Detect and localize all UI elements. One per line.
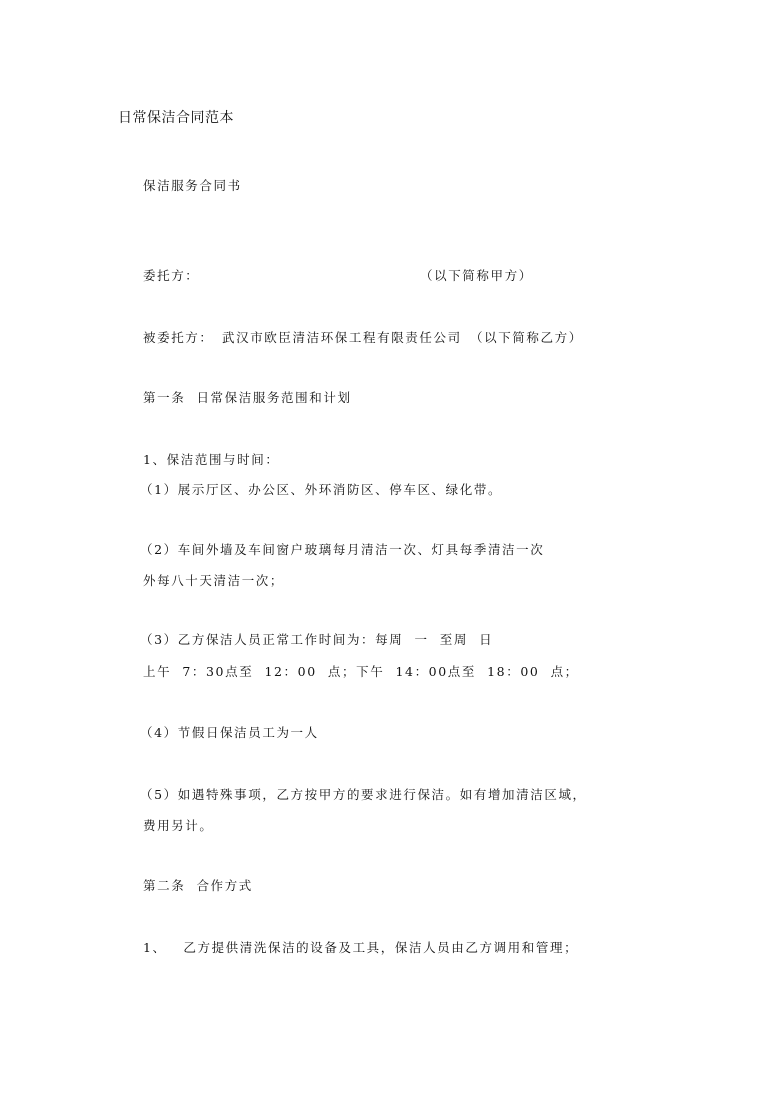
contract-title: 保洁服务合同书 bbox=[143, 178, 242, 193]
article-2-item-1: 1、 乙方提供清洗保洁的设备及工具，保洁人员由乙方调用和管理； bbox=[143, 940, 579, 955]
item-1-2-line-2: 外每八十天清洁一次； bbox=[143, 573, 285, 588]
item-1-5-line-1: （5）如遇特殊事项，乙方按甲方的要求进行保洁。如有增加清洁区域， bbox=[140, 787, 587, 802]
contractor-suffix: （以下简称乙方） bbox=[470, 330, 583, 345]
contractor-name: 武汉市欧臣清洁环保工程有限责任公司 bbox=[222, 330, 462, 345]
item-1-heading: 1、保洁范围与时间： bbox=[143, 452, 280, 467]
item-1-1: （1）展示厅区、办公区、外环消防区、停车区、绿化带。 bbox=[140, 482, 503, 497]
item-1-3-line-2: 上午 7：30点至 12：00 点；下午 14：00点至 18：00 点； bbox=[143, 664, 579, 679]
item-1-2-line-1: （2）车间外墙及车间窗户玻璃每月清洁一次、灯具每季清洁一次 bbox=[140, 542, 545, 557]
article-1-heading: 第一条 日常保洁服务范围和计划 bbox=[143, 390, 352, 405]
contractor-label: 被委托方： bbox=[143, 330, 214, 345]
document-title: 日常保洁合同范本 bbox=[118, 110, 234, 126]
client-label: 委托方： bbox=[143, 268, 200, 283]
article-2-heading: 第二条 合作方式 bbox=[143, 878, 253, 893]
client-suffix: （以下简称甲方） bbox=[420, 268, 533, 283]
item-1-5-line-2: 费用另计。 bbox=[143, 818, 214, 833]
item-1-3-line-1: （3）乙方保洁人员正常工作时间为：每周 一 至周 日 bbox=[140, 632, 494, 647]
item-1-4: （4）节假日保洁员工为一人 bbox=[140, 725, 319, 740]
